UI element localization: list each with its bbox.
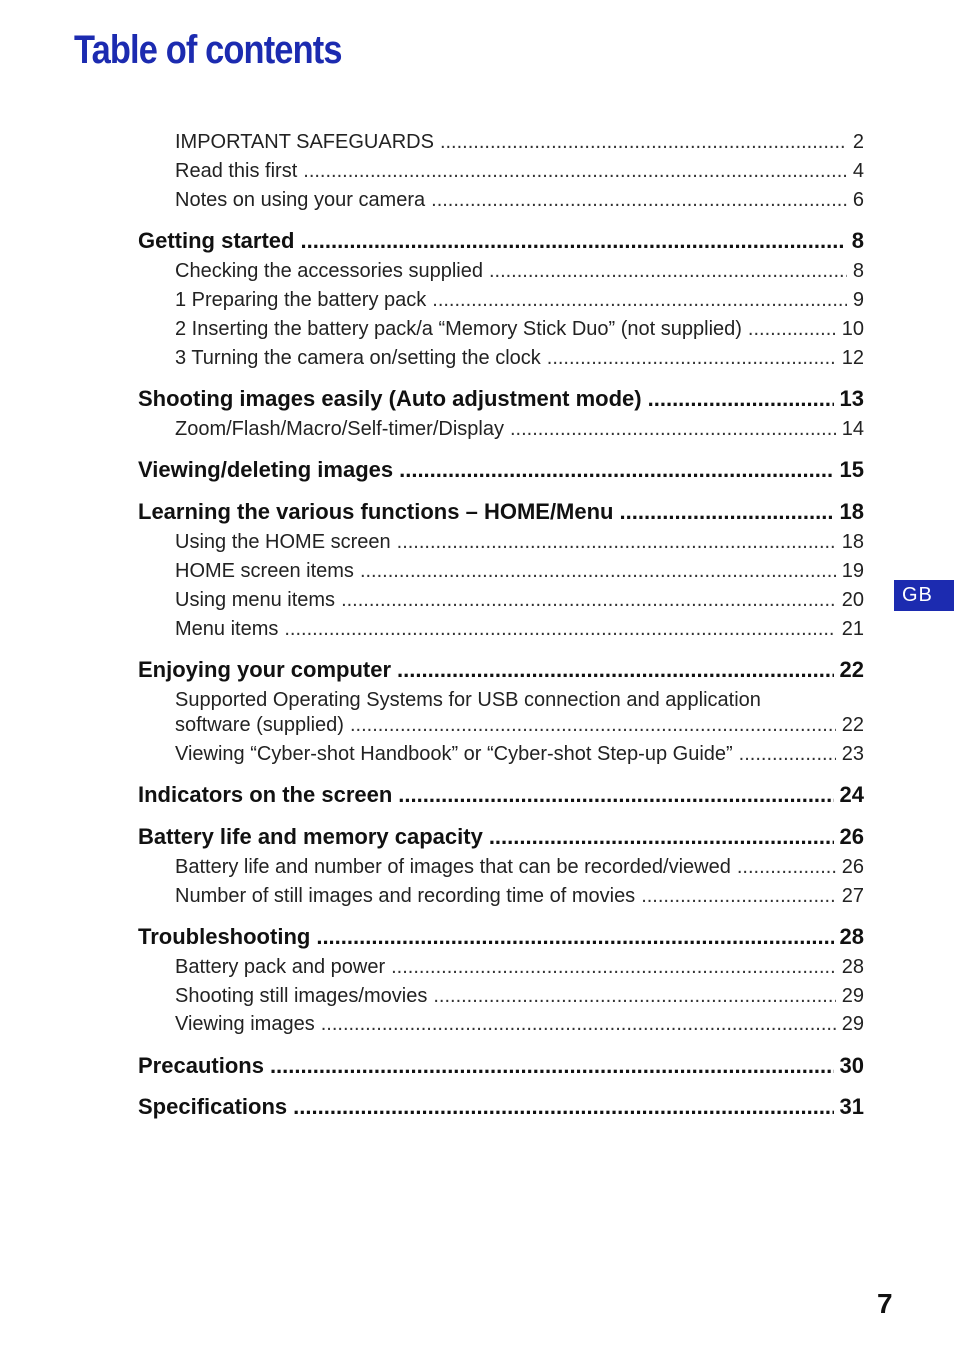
toc-entry-menu-items[interactable] bbox=[175, 618, 864, 641]
dot-leader bbox=[293, 1094, 833, 1120]
dot-leader bbox=[360, 560, 836, 583]
toc-entry-page: 28 bbox=[841, 956, 864, 978]
toc-entry-label: 3 Turning the camera on/setting the clock bbox=[175, 347, 541, 369]
toc-entry-page: 20 bbox=[841, 589, 864, 611]
toc-entry-page: 14 bbox=[841, 418, 864, 440]
toc-entry-still-images-movies-count[interactable] bbox=[175, 885, 864, 908]
dot-leader bbox=[398, 782, 833, 808]
toc-section-shooting-easily[interactable] bbox=[138, 386, 864, 412]
toc-entry-label: Viewing “Cyber-shot Handbook” or “Cyber-shot Step-up Guide” bbox=[175, 743, 733, 765]
toc-entry-label: Checking the accessories supplied bbox=[175, 260, 483, 282]
toc-entry-page: 26 bbox=[841, 856, 864, 878]
toc-entry-page: 9 bbox=[852, 289, 864, 311]
toc-entry-page: 8 bbox=[852, 260, 864, 282]
dot-leader bbox=[433, 985, 835, 1008]
toc-entry-zoom-flash[interactable] bbox=[175, 418, 864, 441]
toc-section-specifications[interactable] bbox=[138, 1094, 864, 1120]
toc-section-learning-functions[interactable] bbox=[138, 499, 864, 525]
dot-leader bbox=[316, 924, 833, 950]
toc-section-page: 24 bbox=[839, 782, 864, 807]
dot-leader bbox=[431, 189, 847, 212]
dot-leader bbox=[391, 956, 836, 979]
page-title: Table of contents bbox=[74, 28, 342, 72]
toc-entry-battery-power[interactable] bbox=[175, 956, 864, 979]
toc-section-page: 30 bbox=[839, 1053, 864, 1078]
dot-leader bbox=[399, 457, 833, 483]
toc-entry-home-screen[interactable] bbox=[175, 531, 864, 554]
toc-entry-page: 29 bbox=[841, 985, 864, 1007]
toc-section-page: 31 bbox=[839, 1094, 864, 1119]
toc-section-label: Viewing/deleting images bbox=[138, 457, 394, 482]
toc-entry-supported-os-line1[interactable]: Supported Operating Systems for USB connection and application bbox=[175, 689, 761, 711]
toc-entry-important-safeguards[interactable] bbox=[175, 131, 864, 154]
dot-leader bbox=[341, 589, 836, 612]
toc-entry-label: Number of still images and recording time of movies bbox=[175, 885, 636, 907]
toc-section-viewing-deleting[interactable] bbox=[138, 457, 864, 483]
toc-section-page: 8 bbox=[851, 228, 864, 253]
toc-entry-page: 12 bbox=[841, 347, 864, 369]
toc-section-label: Battery life and memory capacity bbox=[138, 824, 483, 849]
toc-entry-label: Shooting still images/movies bbox=[175, 985, 428, 1007]
toc-entry-label: Menu items bbox=[175, 618, 279, 640]
toc-section-battery-memory[interactable] bbox=[138, 824, 864, 850]
dot-leader bbox=[432, 289, 847, 312]
toc-section-label: Getting started bbox=[138, 228, 295, 253]
toc-entry-label: 2 Inserting the battery pack/a “Memory Stick Duo” (not supplied) bbox=[175, 318, 742, 340]
toc-entry-label: IMPORTANT SAFEGUARDS bbox=[175, 131, 434, 153]
dot-leader bbox=[397, 531, 836, 554]
toc-entry-inserting-battery[interactable] bbox=[175, 318, 864, 341]
toc-entry-viewing-images[interactable] bbox=[175, 1013, 864, 1036]
toc-entry-supported-os[interactable] bbox=[175, 714, 864, 737]
toc-entry-page: 19 bbox=[841, 560, 864, 582]
toc-section-page: 26 bbox=[839, 824, 864, 849]
dot-leader bbox=[284, 618, 835, 641]
toc-entry-label: Viewing images bbox=[175, 1013, 315, 1035]
toc-entry-using-menu[interactable] bbox=[175, 589, 864, 612]
toc-section-label: Shooting images easily (Auto adjustment mode) bbox=[138, 386, 642, 411]
toc-entry-label: Using menu items bbox=[175, 589, 336, 611]
toc-entry-label: software (supplied) bbox=[175, 714, 344, 736]
dot-leader bbox=[321, 1013, 836, 1036]
dot-leader bbox=[303, 160, 847, 183]
toc-entry-label: Notes on using your camera bbox=[175, 189, 426, 211]
toc-entry-page: 27 bbox=[841, 885, 864, 907]
toc-entry-battery-life-images[interactable] bbox=[175, 856, 864, 879]
dot-leader bbox=[270, 1053, 834, 1079]
toc-section-label: Troubleshooting bbox=[138, 924, 311, 949]
toc-entry-label: Battery life and number of images that can be recorded/viewed bbox=[175, 856, 731, 878]
dot-leader bbox=[620, 499, 834, 525]
dot-leader bbox=[350, 714, 836, 737]
dot-leader bbox=[440, 131, 847, 154]
toc-entry-accessories[interactable] bbox=[175, 260, 864, 283]
language-tab: GB bbox=[894, 580, 954, 611]
toc-entry-page: 29 bbox=[841, 1013, 864, 1035]
toc-entry-page: 2 bbox=[852, 131, 864, 153]
dot-leader bbox=[739, 743, 836, 766]
toc-entry-handbook[interactable] bbox=[175, 743, 864, 766]
toc-section-page: 22 bbox=[839, 657, 864, 682]
toc-section-page: 15 bbox=[839, 457, 864, 482]
toc-entry-preparing-battery[interactable] bbox=[175, 289, 864, 312]
toc-entry-shooting-still-movies[interactable] bbox=[175, 985, 864, 1008]
toc-section-getting-started[interactable] bbox=[138, 228, 864, 254]
toc-section-label: Indicators on the screen bbox=[138, 782, 393, 807]
dot-leader bbox=[300, 228, 845, 254]
dot-leader bbox=[641, 885, 836, 908]
toc-entry-notes-camera[interactable] bbox=[175, 189, 864, 212]
toc-section-page: 28 bbox=[839, 924, 864, 949]
page-number: 7 bbox=[877, 1288, 893, 1319]
toc-section-label: Precautions bbox=[138, 1053, 264, 1078]
dot-leader bbox=[489, 260, 847, 283]
toc-entry-page: 18 bbox=[841, 531, 864, 553]
toc-entry-page: 21 bbox=[841, 618, 864, 640]
toc-entry-page: 22 bbox=[841, 714, 864, 736]
toc-section-label: Enjoying your computer bbox=[138, 657, 392, 682]
dot-leader bbox=[648, 386, 834, 412]
toc-section-page: 18 bbox=[839, 499, 864, 524]
toc-section-label: Specifications bbox=[138, 1094, 288, 1119]
toc-section-precautions[interactable] bbox=[138, 1053, 864, 1079]
toc-entry-page: 23 bbox=[841, 743, 864, 765]
dot-leader bbox=[397, 657, 833, 683]
toc-entry-read-this-first[interactable] bbox=[175, 160, 864, 183]
dot-leader bbox=[489, 824, 834, 850]
toc-entry-page: 10 bbox=[841, 318, 864, 340]
toc-entry-label: Battery pack and power bbox=[175, 956, 386, 978]
toc-section-indicators[interactable] bbox=[138, 782, 864, 808]
toc-entry-page: 4 bbox=[852, 160, 864, 182]
toc-entry-camera-on-clock[interactable] bbox=[175, 347, 864, 370]
toc-section-page: 13 bbox=[839, 386, 864, 411]
toc-entry-label: HOME screen items bbox=[175, 560, 354, 582]
toc-entry-label: Using the HOME screen bbox=[175, 531, 391, 553]
toc-section-troubleshooting[interactable] bbox=[138, 924, 864, 950]
toc-section-label: Learning the various functions – HOME/Menu bbox=[138, 499, 614, 524]
dot-leader bbox=[510, 418, 836, 441]
dot-leader bbox=[748, 318, 836, 341]
toc-entry-label: Read this first bbox=[175, 160, 298, 182]
toc-entry-label: Zoom/Flash/Macro/Self-timer/Display bbox=[175, 418, 504, 440]
toc-entry-home-items[interactable] bbox=[175, 560, 864, 583]
toc-section-enjoying-computer[interactable] bbox=[138, 657, 864, 683]
toc-entry-page: 6 bbox=[852, 189, 864, 211]
dot-leader bbox=[547, 347, 836, 370]
dot-leader bbox=[737, 856, 836, 879]
toc-entry-label: 1 Preparing the battery pack bbox=[175, 289, 427, 311]
